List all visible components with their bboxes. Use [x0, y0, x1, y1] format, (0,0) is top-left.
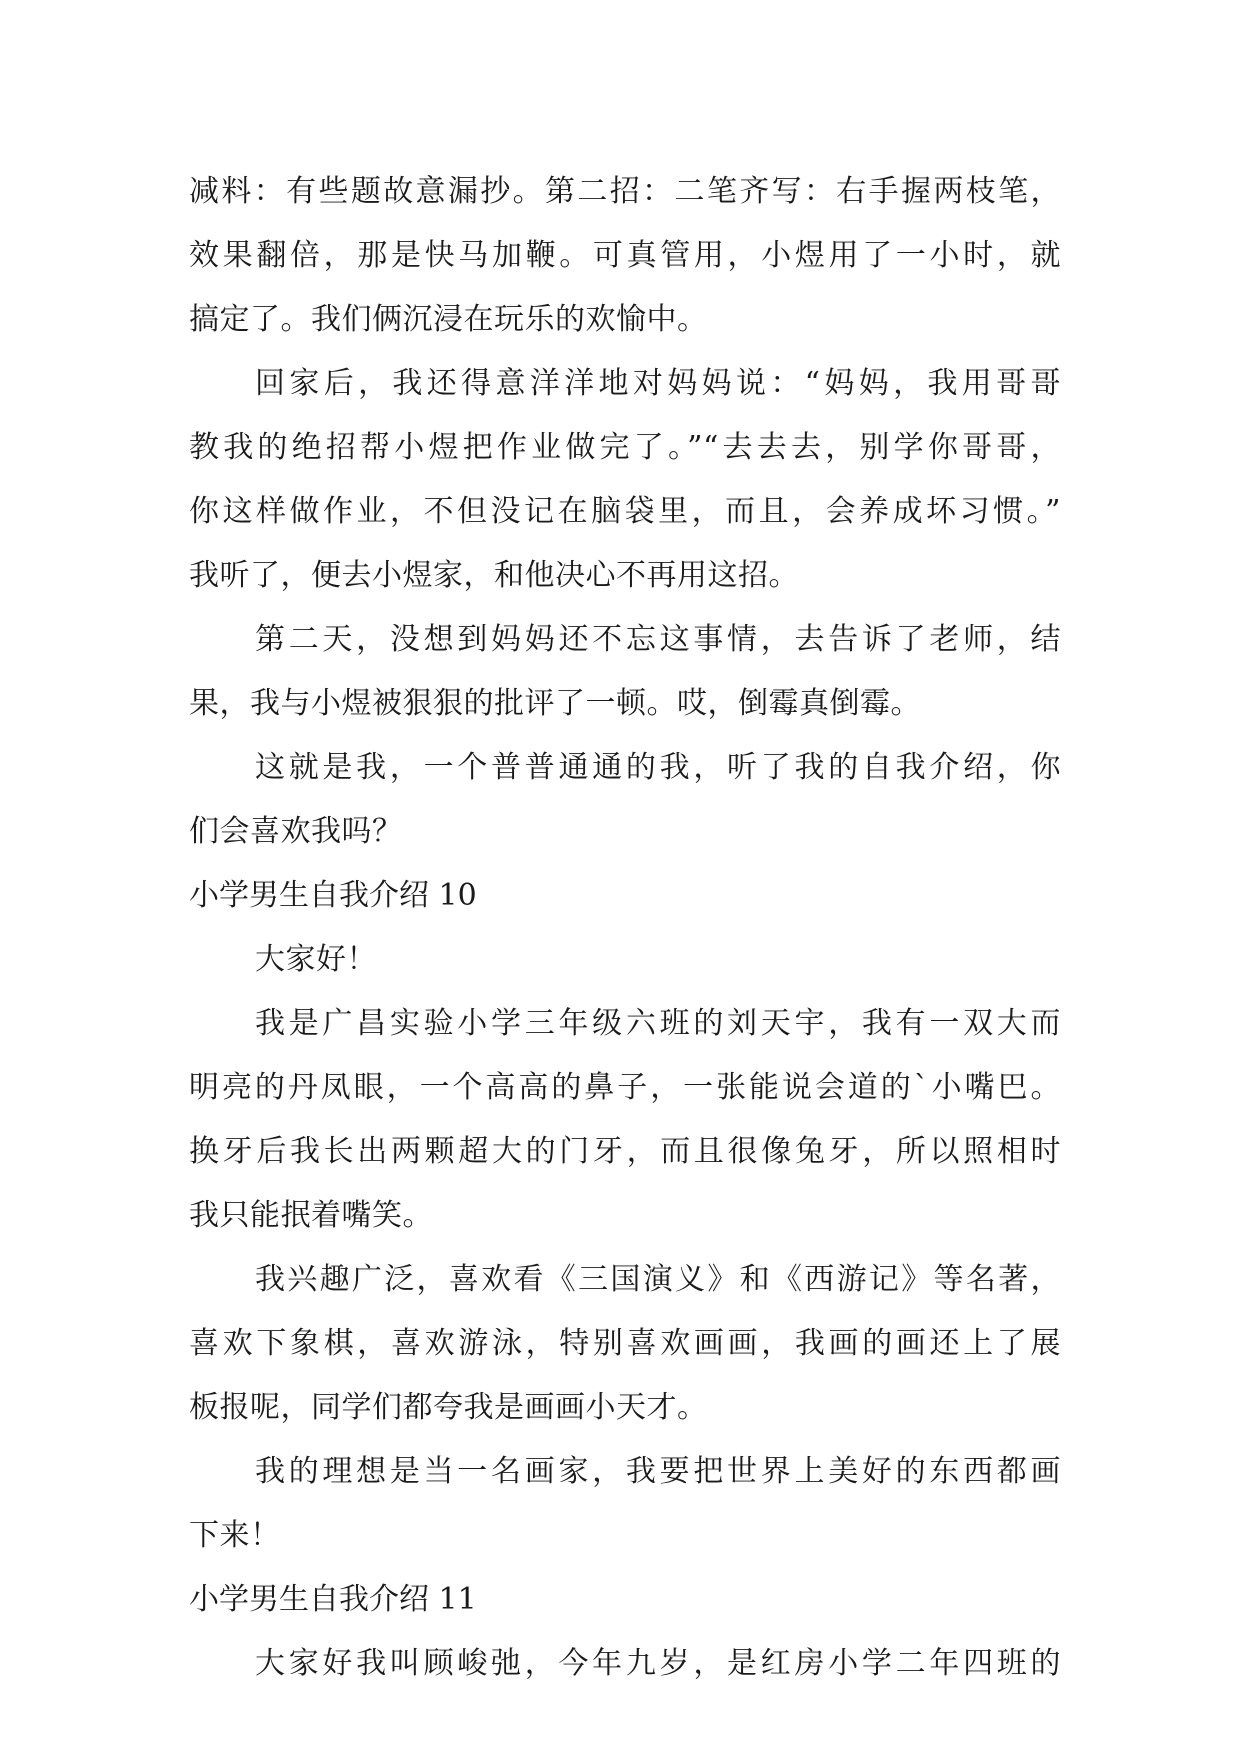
- section-heading: 小学男生自我介绍 10: [189, 878, 477, 913]
- text-line: 换牙后我长出两颗超大的门牙，而且很像兔牙，所以照相时: [189, 1134, 1061, 1169]
- text-line: 效果翻倍，那是快马加鞭。可真管用，小煜用了一小时，就: [189, 238, 1061, 273]
- text-line: 第二天，没想到妈妈还不忘这事情，去告诉了老师，结: [255, 622, 1061, 657]
- section-heading: 小学男生自我介绍 11: [189, 1582, 477, 1617]
- document-body: [189, 160, 1061, 1696]
- text-line: 搞定了。我们俩沉浸在玩乐的欢愉中。: [189, 302, 708, 337]
- text-line: 们会喜欢我吗？: [189, 814, 403, 849]
- text-line: 板报呢，同学们都夸我是画画小天才。: [189, 1390, 708, 1425]
- text-line: 喜欢下象棋，喜欢游泳，特别喜欢画画，我画的画还上了展: [189, 1326, 1061, 1361]
- text-line: 我只能抿着嘴笑。: [189, 1198, 433, 1233]
- text-line: 下来！: [189, 1518, 281, 1553]
- text-line: 我的理想是当一名画家，我要把世界上美好的东西都画: [255, 1454, 1061, 1489]
- text-line: 这就是我，一个普普通通的我，听了我的自我介绍，你: [255, 750, 1061, 785]
- text-line: 我兴趣广泛，喜欢看《三国演义》和《西游记》等名著，: [255, 1262, 1061, 1297]
- text-line: 明亮的丹凤眼，一个高高的鼻子，一张能说会道的`小嘴巴。: [189, 1070, 1061, 1105]
- text-line: 减料：有些题故意漏抄。第二招：二笔齐写：右手握两枝笔，: [189, 174, 1061, 209]
- text-line: 大家好我叫顾峻弛，今年九岁，是红房小学二年四班的: [255, 1646, 1061, 1681]
- text-line: 回家后，我还得意洋洋地对妈妈说：“妈妈，我用哥哥: [255, 366, 1061, 401]
- text-line: 教我的绝招帮小煜把作业做完了。”“去去去，别学你哥哥，: [189, 430, 1061, 465]
- text-line: 我是广昌实验小学三年级六班的刘天宇，我有一双大而: [255, 1006, 1061, 1041]
- text-line: 果，我与小煜被狠狠的批评了一顿。哎，倒霉真倒霉。: [189, 686, 921, 721]
- text-line: 你这样做作业，不但没记在脑袋里，而且，会养成坏习惯。”: [189, 494, 1061, 529]
- text-line: 我听了，便去小煜家，和他决心不再用这招。: [189, 558, 799, 593]
- text-line: 大家好！: [255, 942, 377, 977]
